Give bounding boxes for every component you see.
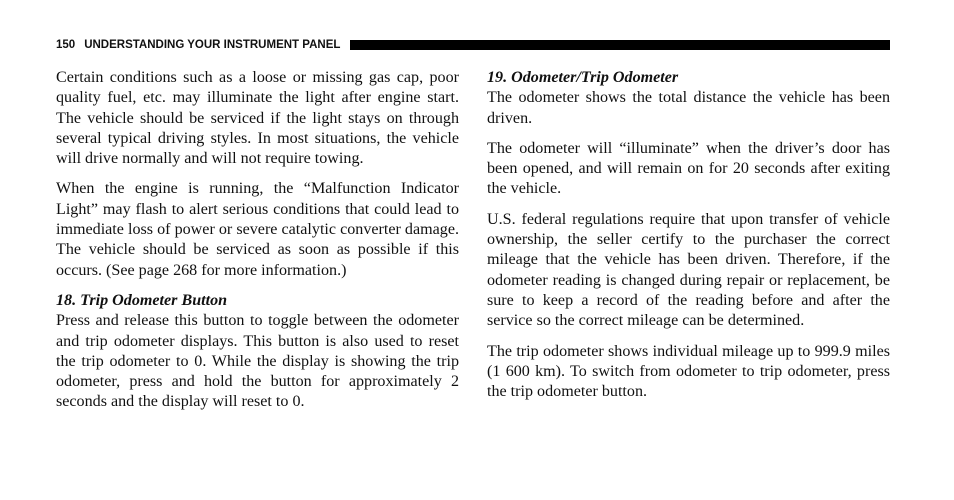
trip-odometer-mileage-paragraph: The trip odometer shows individual mileage up to 999.9 miles (1 600 km). To switch from odometer to trip odometer, press the trip odometer button. (487, 342, 890, 401)
trip-odometer-button-paragraph: Press and release this button to toggle between the odometer and trip odometer displays. This button is also used to reset the trip odometer to 0. While the display is showing the trip odometer, press and hold the button for approximately 2 seconds and the display will reset to 0. (56, 312, 459, 411)
page-number: 150 (56, 39, 76, 51)
malfunction-light-conditions-paragraph: Certain conditions such as a loose or missing gas cap, poor quality fuel, etc. may illuminate the light after engine start. The vehicle should be serviced if the light stays on through several typical driving styles. In most situations, the vehicle will drive normally and will not require towing. (56, 69, 459, 168)
odometer-illuminate-paragraph: The odometer will “illuminate” when the driver’s door has been opened, and will remain on for 20 seconds after exiting the vehicle. (487, 139, 890, 198)
federal-regulations-paragraph: U.S. federal regulations require that upon transfer of vehicle ownership, the seller certify to the purchaser the correct mileage that the vehicle has been driven. Therefore, if the odometer reading is changed during repair or replacement, be sure to keep a record of the reading before and after the service so the correct mileage can be determined. (487, 210, 890, 330)
odometer-trip-odometer-heading: 19. Odometer/Trip Odometer (487, 69, 679, 86)
trip-odometer-button-heading: 18. Trip Odometer Button (56, 291, 228, 309)
right-column (487, 68, 890, 412)
section-title: UNDERSTANDING YOUR INSTRUMENT PANEL (84, 39, 341, 51)
left-column (56, 68, 459, 423)
page-header (56, 38, 890, 52)
odometer-total-distance-paragraph: The odometer shows the total distance the vehicle has been driven. (487, 89, 890, 127)
header-rule (350, 40, 890, 50)
malfunction-light-flash-paragraph: When the engine is running, the “Malfunction Indicator Light” may flash to alert serious conditions that could lead to immediate loss of power or severe catalytic converter damage. The vehicle should be serviced as soon as possible if this occurs. (See page 268 for more information.) (56, 180, 459, 279)
